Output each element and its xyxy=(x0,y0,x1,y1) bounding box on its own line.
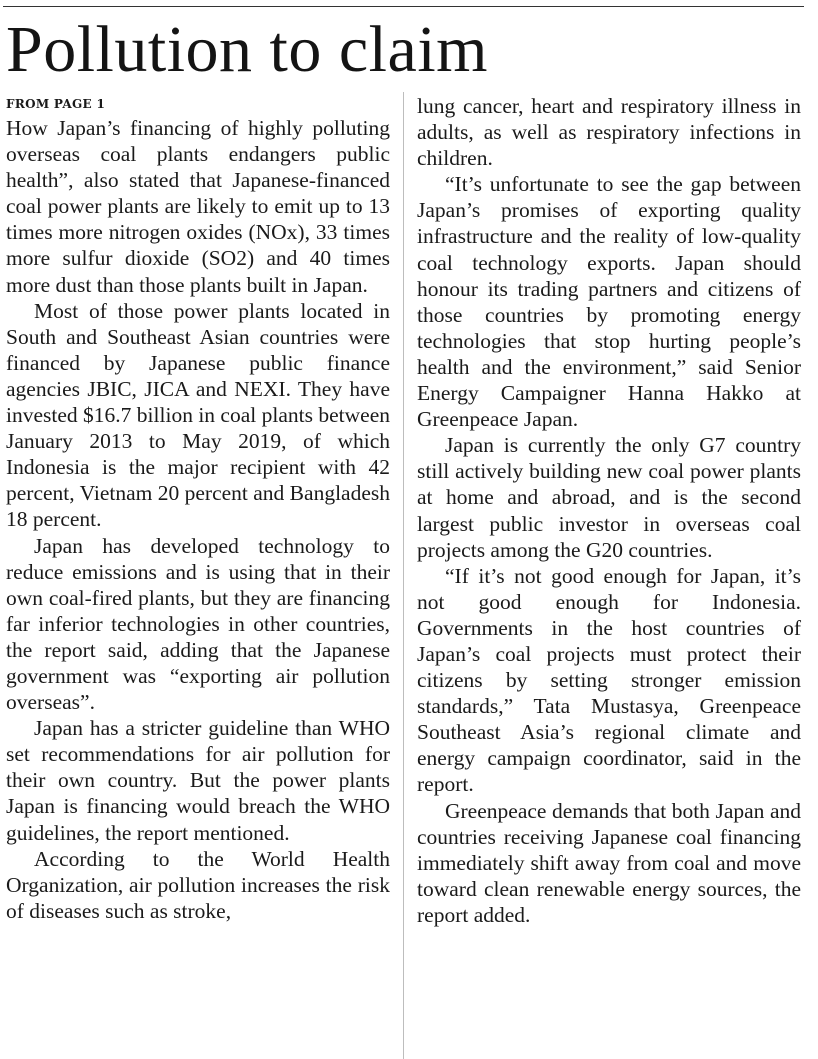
paragraph: How Japan’s financing of highly polluting overseas coal plants endangers public health”, also stated that Japanese-financed coal power plants are likely to emit up to 13 times more nitrogen oxides (NOx), 33 times more sulfur dioxide (SO2) and 40 times more dust than those plants built in Japan. xyxy=(6,116,390,297)
paragraph: Most of those power plants located in South and Southeast Asian countries were financed by Japanese public finance agencies JBIC, JICA and NEXI. They have invested $16.7 billion in coal plants between January 2013 to May 2019, of which Indonesia is the major recipient with 42 percent, Vietnam 20 percent and Bangladesh 18 percent. xyxy=(6,298,390,532)
right-column xyxy=(417,93,801,928)
column-divider xyxy=(403,92,404,1059)
paragraph: According to the World Health Organization, air pollution increases the risk of diseases such as stroke, xyxy=(6,846,390,923)
headline: Pollution to claim xyxy=(6,13,488,86)
paragraph: “If it’s not good enough for Japan, it’s not good enough for Indonesia. Governments in the host countries of Japan’s coal projects must protect their citizens by setting stronger emission standards,” Tata Mustasya, Greenpeace Southeast Asia’s regional climate and energy campaign coordinator, said in the report. xyxy=(417,563,801,797)
paragraph: Japan has developed technology to reduce emissions and is using that in their own coal-fired plants, but they are financing far inferior technologies in other countries, the report said, adding that the Japanese government was “exporting air pollution overseas”. xyxy=(6,533,390,715)
top-rule xyxy=(3,6,804,7)
paragraph: Japan is currently the only G7 country still actively building new coal power plants at home and abroad, and is the second largest public investor in overseas coal projects among the G20 countries. xyxy=(417,433,801,562)
paragraph: Greenpeace demands that both Japan and countries receiving Japanese coal financing immediately shift away from coal and move toward clean renewable energy sources, the report added. xyxy=(417,798,801,927)
paragraph: lung cancer, heart and respiratory illness in adults, as well as respiratory infections in children. xyxy=(417,94,801,171)
paragraph: Japan has a stricter guideline than WHO set recommendations for air pollution for their own country. But the power plants Japan is financing would breach the WHO guidelines, the report mentioned. xyxy=(6,716,390,845)
left-column xyxy=(6,94,390,924)
paragraph: “It’s unfortunate to see the gap between Japan’s promises of exporting quality infrastructure and the reality of low-quality coal technology exports. Japan should honour its trading partners and citizens of those countries by promoting energy technologies that stop hurting people’s health and the environment,” said Senior Energy Campaigner Hanna Hakko at Greenpeace Japan. xyxy=(417,172,801,432)
continuation-kicker: FROM PAGE 1 xyxy=(6,97,106,111)
